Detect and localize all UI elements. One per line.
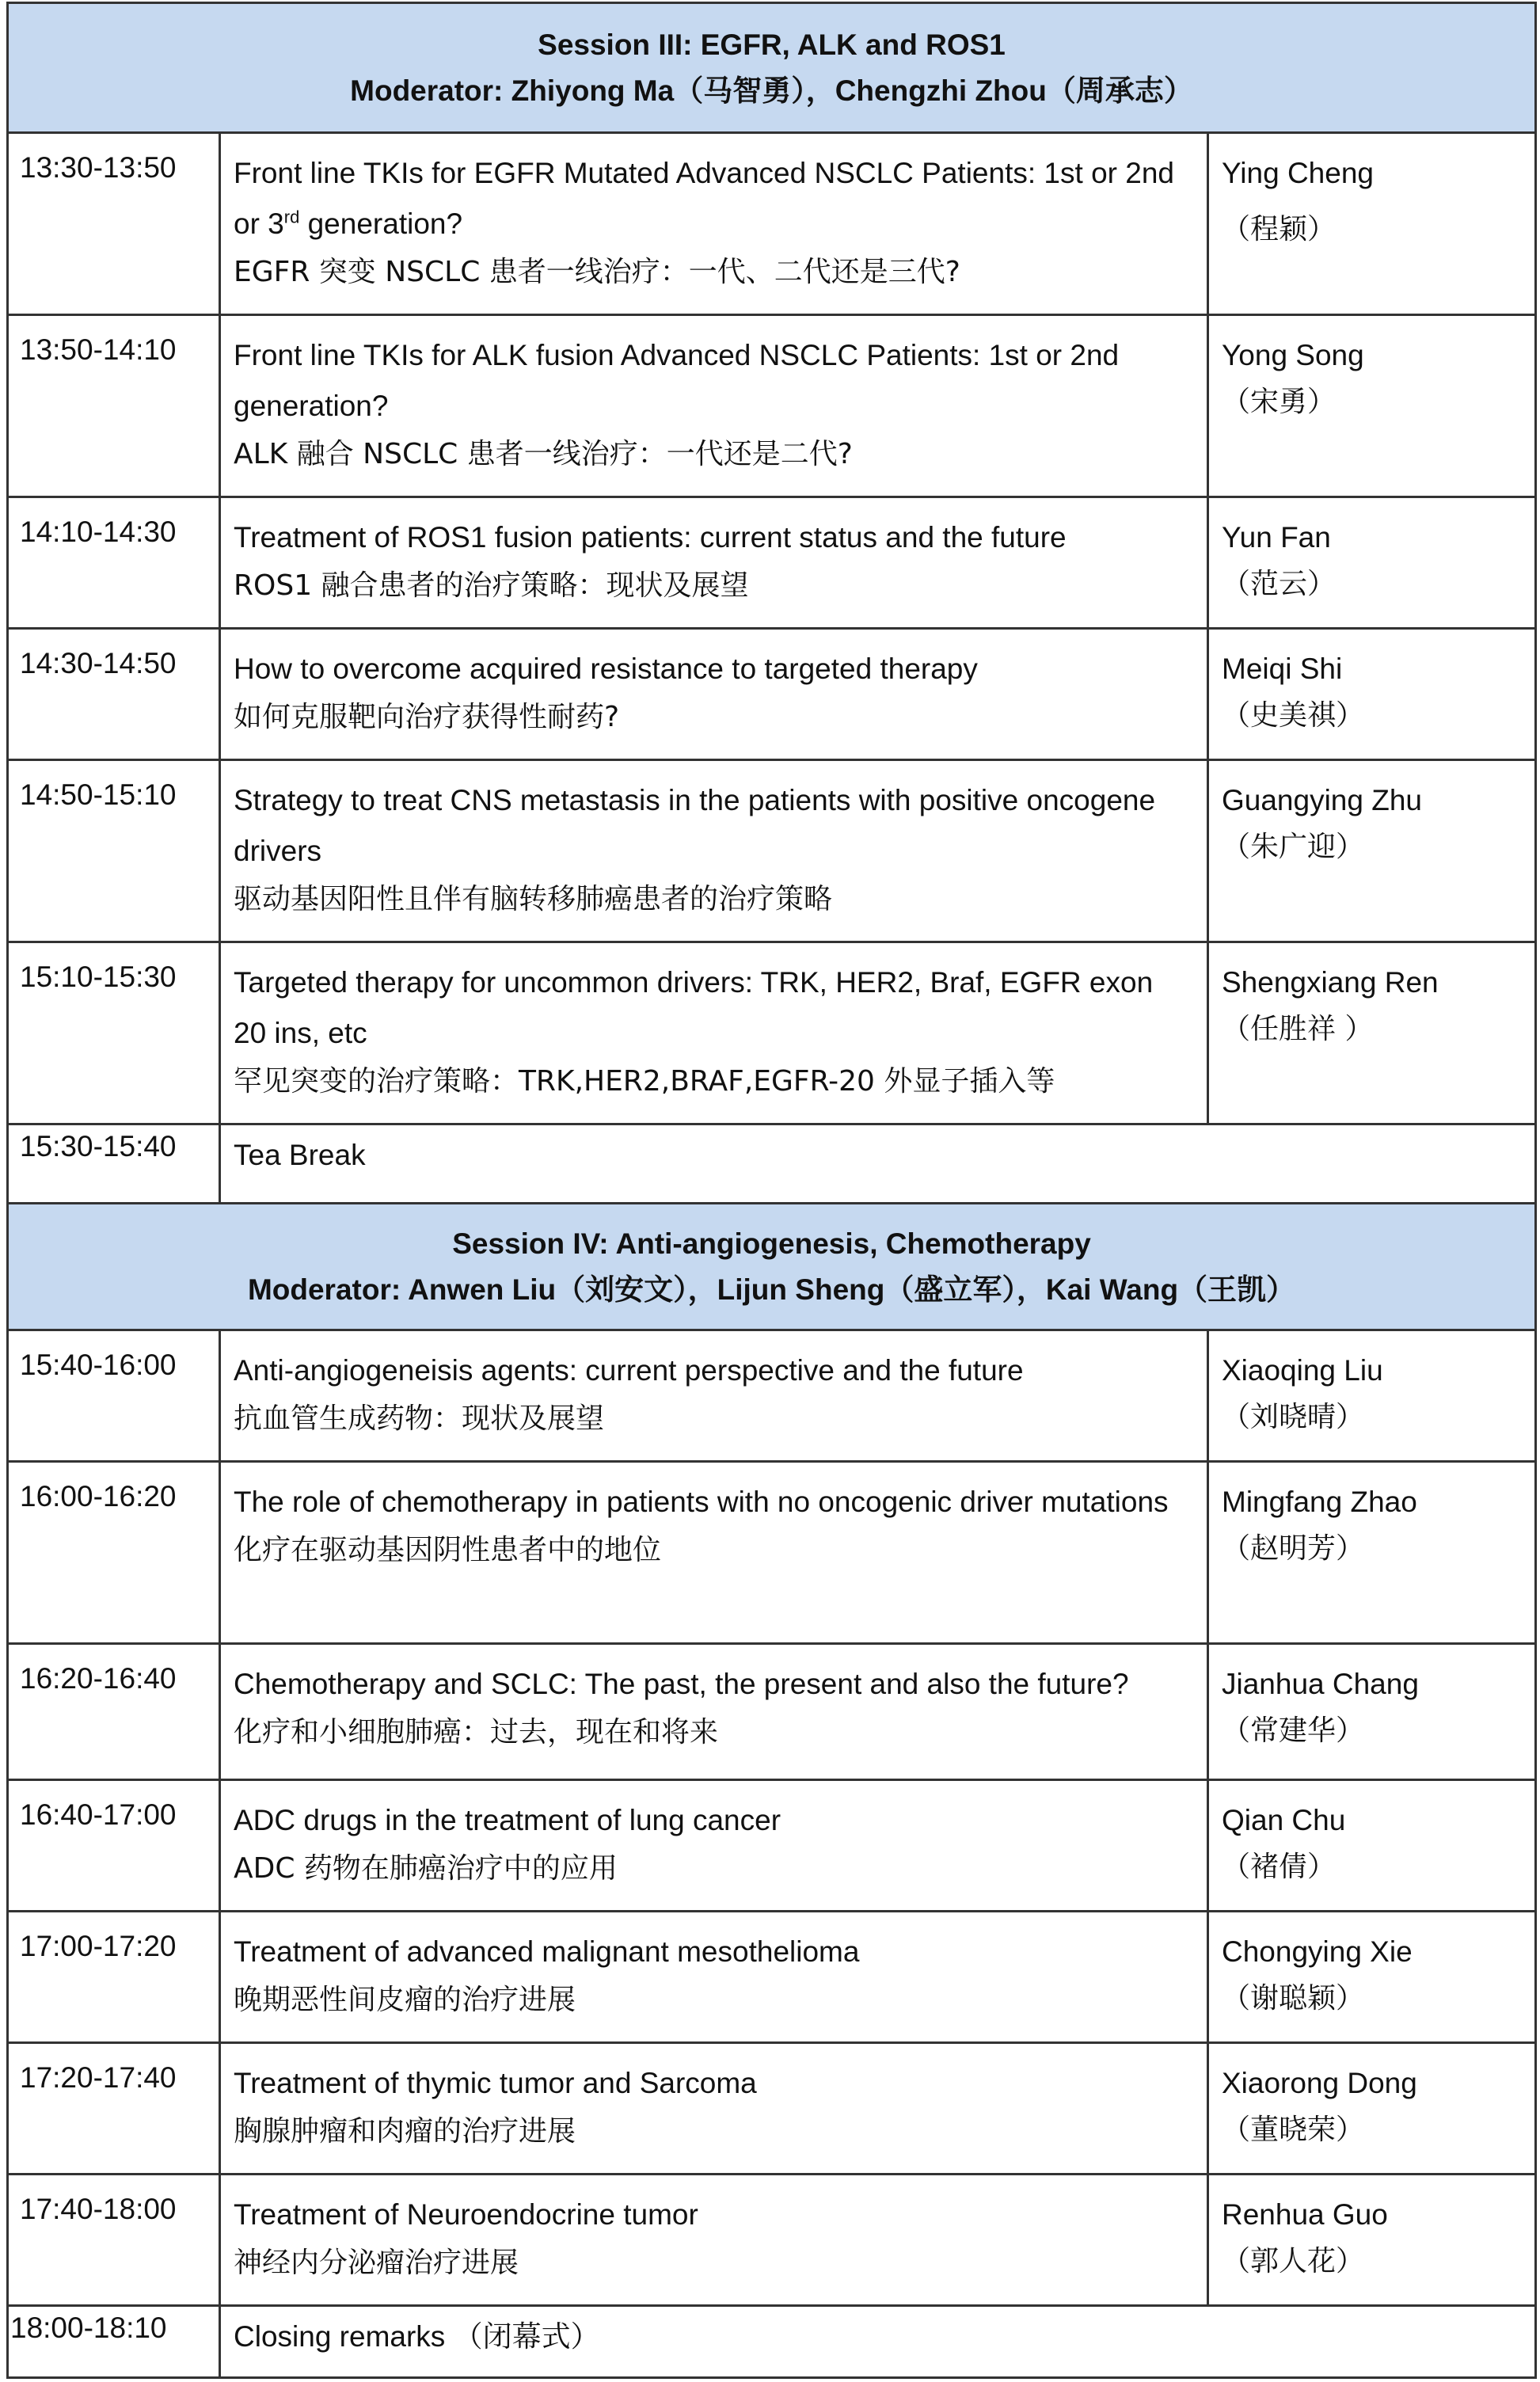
speaker-name: Guangying Zhu [1222,784,1423,816]
speaker-name-zh: （董晓荣） [1222,2114,1365,2146]
topic-en: Strategy to treat CNS metastasis in the patients with positive oncogene drivers [234,784,1156,867]
topic-en: Treatment of thymic tumor and Sarcoma [234,2067,757,2099]
topic-en: Treatment of advanced malignant mesothelioma [234,1935,860,1968]
speaker-name: Xiaorong Dong [1222,2067,1417,2099]
time-slot: 15:40-16:00 [8,1330,220,1462]
speaker-name: Ying Cheng [1222,157,1374,189]
moderator-names: Anwen Liu（刘安文），Lijun Sheng（盛立军），Kai Wang（王凯） [408,1273,1296,1306]
topic-zh: 如何克服靶向治疗获得性耐药? [234,701,620,733]
speaker-name-zh: （刘晓晴） [1222,1401,1365,1433]
topic-zh: 胸腺肿瘤和肉瘤的治疗进展 [234,2115,576,2148]
topic-cell [220,1780,1208,1912]
speaker-name-zh: （宋勇） [1222,386,1337,418]
topic-en: How to overcome acquired resistance to targeted therapy [234,653,978,685]
topic-cell [220,1330,1208,1462]
agenda-row [8,2043,1536,2175]
topic-zh: 神经内分泌瘤治疗进展 [234,2247,519,2279]
speaker-name: Jianhua Chang [1222,1668,1419,1700]
time-slot: 14:30-14:50 [8,629,220,760]
time-slot: 15:30-15:40 [8,1124,220,1204]
speaker-cell [1208,1780,1536,1912]
agenda-row [8,1462,1536,1644]
topic-cell [220,1462,1208,1644]
topic-cell [220,497,1208,629]
topic-en: Anti-angiogeneisis agents: current perspective and the future [234,1354,1024,1387]
topic-en: Chemotherapy and SCLC: The past, the present and also the future? [234,1668,1129,1700]
agenda-row [8,629,1536,760]
speaker-cell [1208,315,1536,497]
time-slot: 16:40-17:00 [8,1780,220,1912]
topic-en: Front line TKIs for EGFR Mutated Advanced NSCLC Patients: 1st or 2nd or 3rd generation? [234,157,1174,240]
speaker-name: Mingfang Zhao [1222,1486,1417,1518]
speaker-name: Qian Chu [1222,1804,1346,1836]
speaker-name-zh: （赵明芳） [1222,1532,1365,1565]
time-slot: 16:00-16:20 [8,1462,220,1644]
topic-cell [220,760,1208,942]
time-slot: 18:00-18:10 [8,2306,220,2378]
topic-cell [220,1644,1208,1780]
agenda-row [8,1644,1536,1780]
time-slot: 13:50-14:10 [8,315,220,497]
speaker-cell [1208,497,1536,629]
agenda-row [8,133,1536,315]
topic-zh: ROS1 融合患者的治疗策略：现状及展望 [234,569,749,602]
session-header [8,3,1536,133]
speaker-cell [1208,1644,1536,1780]
moderator-label: Moderator: [350,74,504,107]
speaker-name-zh: （程颖） [1222,213,1337,245]
agenda-row [8,315,1536,497]
session-moderators [9,1267,1534,1313]
topic-cell [220,1912,1208,2043]
tea-break-label: Tea Break [220,1124,1536,1204]
moderator-label: Moderator: [247,1273,401,1306]
session-moderators [9,68,1534,114]
topic-cell [220,942,1208,1124]
topic-en: Front line TKIs for ALK fusion Advanced NSCLC Patients: 1st or 2nd generation? [234,339,1120,422]
agenda-row [8,1330,1536,1462]
speaker-name-zh: （史美祺） [1222,699,1365,732]
topic-cell [220,315,1208,497]
topic-en: The role of chemotherapy in patients with no oncogenic driver mutations [234,1486,1169,1518]
closing-label: Closing remarks （闭幕式） [220,2306,1536,2378]
topic-cell [220,133,1208,315]
time-slot: 17:00-17:20 [8,1912,220,2043]
speaker-name: Renhua Guo [1222,2198,1388,2231]
topic-zh: 驱动基因阳性且伴有脑转移肺癌患者的治疗策略 [234,883,833,915]
agenda-row [8,2175,1536,2306]
agenda-row [8,497,1536,629]
topic-en: Treatment of Neuroendocrine tumor [234,2198,698,2231]
topic-zh: 罕见突变的治疗策略：TRK,HER2,BRAF,EGFR-20 外显子插入等 [234,1065,1055,1098]
speaker-name: Meiqi Shi [1222,653,1343,685]
speaker-cell [1208,1912,1536,2043]
agenda-table [6,2,1537,2379]
speaker-cell [1208,760,1536,942]
speaker-name-zh: （褚倩） [1222,1851,1337,1883]
time-slot: 17:20-17:40 [8,2043,220,2175]
session-header-row [8,3,1536,133]
tea-break-row [8,1124,1536,1204]
topic-zh: ALK 融合 NSCLC 患者一线治疗：一代还是二代? [234,438,853,470]
speaker-name: Shengxiang Ren [1222,966,1439,999]
topic-cell [220,629,1208,760]
topic-cell [220,2175,1208,2306]
speaker-name-zh: （谢聪颖） [1222,1982,1365,2015]
topic-zh: 化疗和小细胞肺癌：过去，现在和将来 [234,1716,719,1748]
speaker-cell [1208,942,1536,1124]
speaker-name: Yun Fan [1222,521,1331,554]
ordinal-superscript: rd [283,207,300,227]
topic-en: Treatment of ROS1 fusion patients: current status and the future [234,521,1067,554]
speaker-name: Chongying Xie [1222,1935,1413,1968]
moderator-names: Zhiyong Ma（马智勇），Chengzhi Zhou（周承志） [511,74,1193,107]
time-slot: 14:50-15:10 [8,760,220,942]
topic-zh: 晚期恶性间皮瘤的治疗进展 [234,1984,576,2016]
agenda-row [8,1912,1536,2043]
topic-zh: EGFR 突变 NSCLC 患者一线治疗：一代、二代还是三代? [234,256,960,288]
topic-en: ADC drugs in the treatment of lung cancer [234,1804,781,1836]
speaker-name-zh: （任胜祥 ） [1222,1013,1374,1045]
session-header [8,1204,1536,1330]
speaker-name: Yong Song [1222,339,1364,371]
agenda-row [8,1780,1536,1912]
closing-row [8,2306,1536,2378]
time-slot: 17:40-18:00 [8,2175,220,2306]
speaker-cell [1208,2175,1536,2306]
session-title: Session IV: Anti-angiogenesis, Chemotherapy [452,1227,1091,1260]
speaker-name-zh: （朱广迎） [1222,831,1365,863]
speaker-name-zh: （郭人花） [1222,2245,1365,2277]
time-slot: 13:30-13:50 [8,133,220,315]
session-header-row [8,1204,1536,1330]
speaker-cell [1208,2043,1536,2175]
agenda-row [8,942,1536,1124]
speaker-name-zh: （范云） [1222,568,1337,600]
speaker-cell [1208,1330,1536,1462]
speaker-cell [1208,133,1536,315]
topic-zh: 抗血管生成药物：现状及展望 [234,1402,605,1435]
topic-zh: ADC 药物在肺癌治疗中的应用 [234,1852,618,1885]
topic-zh: 化疗在驱动基因阴性患者中的地位 [234,1534,662,1566]
session-title: Session III: EGFR, ALK and ROS1 [538,28,1006,61]
time-slot: 15:10-15:30 [8,942,220,1124]
speaker-name: Xiaoqing Liu [1222,1354,1383,1387]
agenda-row [8,760,1536,942]
topic-cell [220,2043,1208,2175]
speaker-cell [1208,629,1536,760]
speaker-cell [1208,1462,1536,1644]
time-slot: 16:20-16:40 [8,1644,220,1780]
speaker-name-zh: （常建华） [1222,1714,1365,1747]
topic-en: Targeted therapy for uncommon drivers: TRK, HER2, Braf, EGFR exon 20 ins, etc [234,966,1154,1049]
time-slot: 14:10-14:30 [8,497,220,629]
